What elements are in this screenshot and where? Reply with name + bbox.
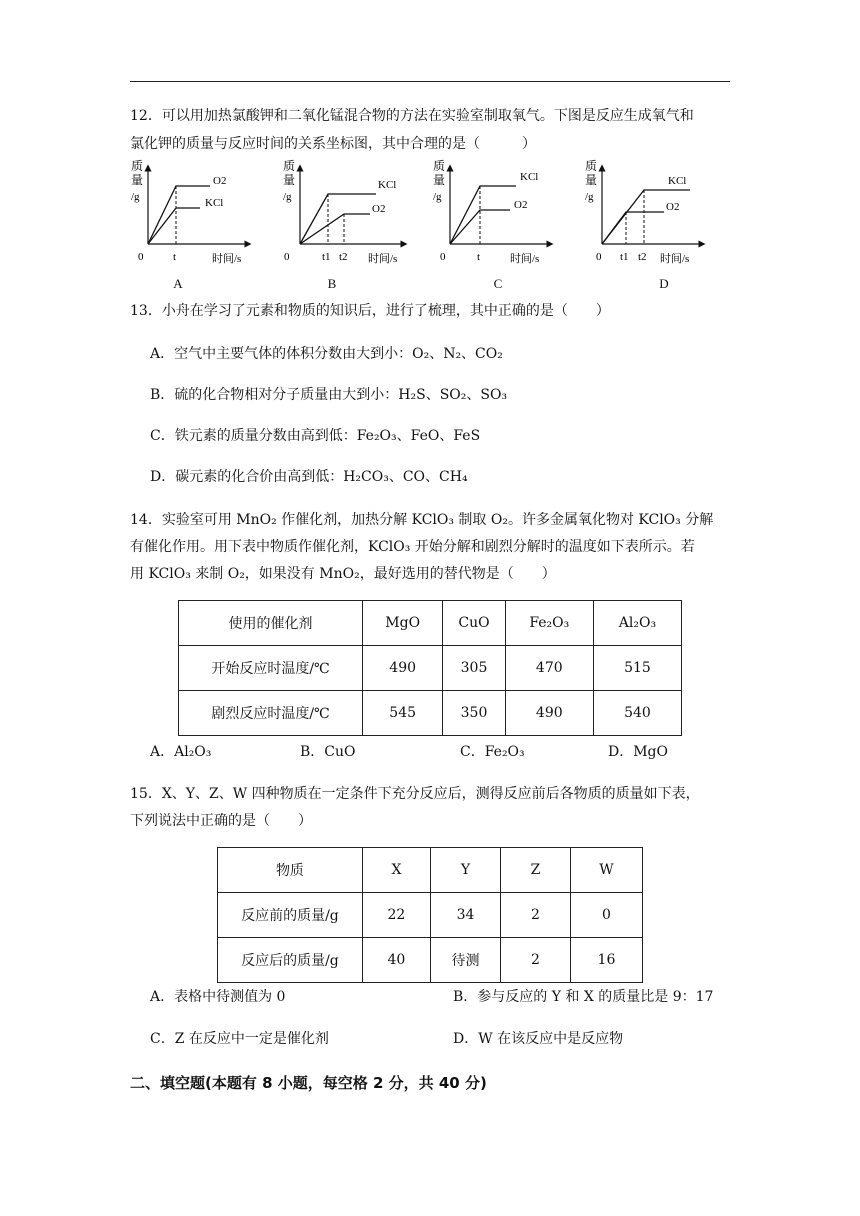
graph-b-yunit: /g xyxy=(283,191,292,203)
table-cell: 490 xyxy=(505,691,593,736)
table-cell: 22 xyxy=(362,893,430,938)
graph-c-t1: t xyxy=(477,251,481,263)
graph-a-ylabel2: 量 xyxy=(131,173,144,187)
table-cell: Al₂O₃ xyxy=(593,601,681,646)
table-cell: Z xyxy=(501,848,571,893)
q14-option-a: A．Al₂O₃ xyxy=(150,744,212,760)
q15-stem-line1: 15．X、Y、Z、W 四种物质在一定条件下充分反应后，测得反应前后各物质的质量如下表， xyxy=(130,786,700,802)
table-cell: 反应后的质量/g xyxy=(218,938,363,983)
graph-c-upper-label: KCl xyxy=(520,171,539,183)
q13-option-a: A．空气中主要气体的体积分数由大到小：O₂、N₂、CO₂ xyxy=(150,346,503,362)
table-cell: CuO xyxy=(443,601,505,646)
graph-d-lower-label: O2 xyxy=(666,201,680,213)
table-row xyxy=(179,646,682,691)
q15-stem-line2: 下列说法中正确的是（ ） xyxy=(130,813,312,829)
q13-option-c: C．铁元素的质量分数由高到低：Fe₂O₃、FeO、FeS xyxy=(150,428,481,444)
graph-b-ylabel2: 量 xyxy=(283,173,296,187)
table-cell: 16 xyxy=(570,938,642,983)
graph-b-origin: 0 xyxy=(284,251,290,263)
q12-stem-line1: 12．可以用加热氯酸钾和二氧化锰混合物的方法在实验室制取氧气。下图是反应生成氧气和 xyxy=(130,108,694,124)
table-cell: 350 xyxy=(443,691,505,736)
graph-c-xlabel: 时间/s xyxy=(510,253,540,265)
graph-d-t1: t1 xyxy=(620,251,629,263)
graph-d-ylabel1: 质 xyxy=(585,159,598,173)
table-cell: Fe₂O₃ xyxy=(505,601,593,646)
graph-d-origin: 0 xyxy=(596,251,602,263)
graph-a-origin: 0 xyxy=(138,251,144,263)
graph-b-xlabel: 时间/s xyxy=(368,253,398,265)
graph-a-ylabel1: 质 xyxy=(131,159,144,173)
graph-a-xlabel: 时间/s xyxy=(212,253,242,265)
graph-b-ylabel1: 质 xyxy=(283,159,296,173)
graph-d-xlabel: 时间/s xyxy=(660,253,690,265)
q15-option-d: D．W 在该反应中是反应物 xyxy=(453,1031,624,1047)
graph-b-t2: t2 xyxy=(339,251,348,263)
table-cell: 470 xyxy=(505,646,593,691)
graph-b-t1: t1 xyxy=(322,251,331,263)
q13-stem: 13．小舟在学习了元素和物质的知识后，进行了梳理，其中正确的是（ ） xyxy=(130,303,610,319)
table-cell: 40 xyxy=(362,938,430,983)
table-cell: X xyxy=(362,848,430,893)
table-cell: 2 xyxy=(501,938,571,983)
q15-option-b: B．参与反应的 Y 和 X 的质量比是 9：17 xyxy=(453,989,714,1005)
q12-graph-d xyxy=(582,156,708,270)
q12-graph-b xyxy=(280,156,410,270)
q12-graph-d-letter: D xyxy=(659,276,669,291)
graph-d-upper-label: KCl xyxy=(668,175,687,187)
table-cell: 使用的催化剂 xyxy=(179,601,363,646)
graph-b-lower-label: O2 xyxy=(372,203,386,215)
table-row xyxy=(179,691,682,736)
graph-a-lower-label: KCl xyxy=(205,197,224,209)
table-row xyxy=(218,938,643,983)
graph-a-t1: t xyxy=(173,251,177,263)
table-cell: 开始反应时温度/℃ xyxy=(179,646,363,691)
q12-graph-a xyxy=(128,156,254,270)
table-cell: 515 xyxy=(593,646,681,691)
table-cell: Y xyxy=(430,848,500,893)
graph-c-ylabel2: 量 xyxy=(433,173,446,187)
graph-c-lower-label: O2 xyxy=(514,199,528,211)
table-row xyxy=(218,893,643,938)
q15-option-c: C．Z 在反应中一定是催化剂 xyxy=(150,1031,329,1047)
table-cell: MgO xyxy=(363,601,443,646)
q14-stem-line3: 用 KClO₃ 来制 O₂，如果没有 MnO₂，最好选用的替代物是（ ） xyxy=(130,566,556,582)
table-cell: 545 xyxy=(363,691,443,736)
table-cell: 待测 xyxy=(430,938,500,983)
q14-option-d: D．MgO xyxy=(608,744,668,760)
q12-graph-a-letter: A xyxy=(173,276,183,291)
graph-d-t2: t2 xyxy=(638,251,647,263)
q13-option-b: B．硫的化合物相对分子质量由大到小：H₂S、SO₂、SO₃ xyxy=(150,387,508,403)
table-cell: 490 xyxy=(363,646,443,691)
table-cell: 反应前的质量/g xyxy=(218,893,363,938)
q12-stem-line2: 氯化钾的质量与反应时间的关系坐标图，其中合理的是（ ） xyxy=(130,136,536,152)
q14-stem-line2: 有催化作用。用下表中物质作催化剂，KClO₃ 开始分解和剧烈分解时的温度如下表所示。若 xyxy=(130,539,695,555)
q14-stem-line1: 14．实验室可用 MnO₂ 作催化剂，加热分解 KClO₃ 制取 O₂。许多金属氧化物对 KClO₃ 分解 xyxy=(130,512,714,528)
header-rule xyxy=(130,81,730,82)
table-cell: 2 xyxy=(501,893,571,938)
q14-option-b: B．CuO xyxy=(300,744,356,760)
graph-a-yunit: /g xyxy=(131,191,140,203)
q15-mass-table xyxy=(217,847,643,983)
q13-option-d: D．碳元素的化合价由高到低：H₂CO₃、CO、CH₄ xyxy=(150,469,468,485)
graph-a-upper-label: O2 xyxy=(213,175,227,187)
table-cell: 540 xyxy=(593,691,681,736)
graph-c-origin: 0 xyxy=(440,251,446,263)
graph-c-ylabel1: 质 xyxy=(433,159,446,173)
table-cell: 物质 xyxy=(218,848,363,893)
q14-catalyst-table xyxy=(178,600,682,736)
table-cell: 剧烈反应时温度/℃ xyxy=(179,691,363,736)
section-2-heading: 二、填空题(本题有 8 小题，每空格 2 分，共 40 分) xyxy=(130,1074,487,1092)
q12-graph-c-letter: C xyxy=(493,276,503,291)
table-cell: W xyxy=(570,848,642,893)
q15-option-a: A．表格中待测值为 0 xyxy=(150,989,286,1005)
table-cell: 0 xyxy=(570,893,642,938)
table-row xyxy=(179,601,682,646)
q12-graph-c xyxy=(430,156,556,270)
q12-graph-b-letter: B xyxy=(327,276,337,291)
graph-b-upper-label: KCl xyxy=(378,179,397,191)
table-cell: 34 xyxy=(430,893,500,938)
graph-d-yunit: /g xyxy=(585,191,594,203)
q14-option-c: C．Fe₂O₃ xyxy=(460,744,525,760)
graph-d-ylabel2: 量 xyxy=(585,173,598,187)
table-cell: 305 xyxy=(443,646,505,691)
graph-c-yunit: /g xyxy=(433,191,442,203)
table-row xyxy=(218,848,643,893)
